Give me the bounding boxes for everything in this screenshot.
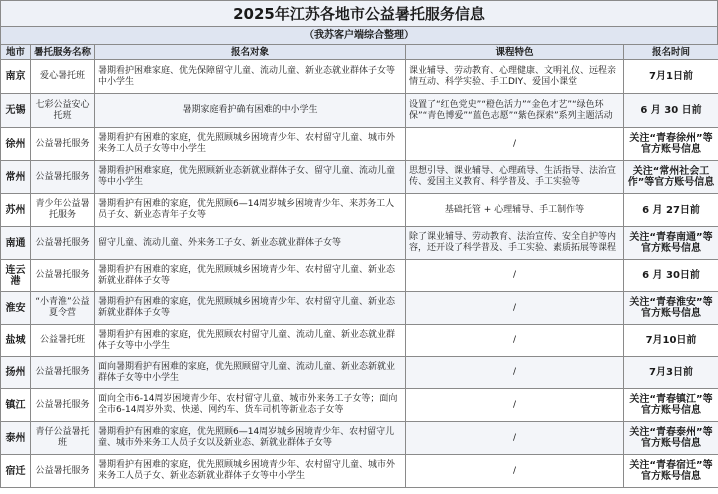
target-cell: 面向全市6-14周岁困境青少年、农村留守儿童、城市外来务工子女等；面向全市6-14周岁外卖、快递、网约车、货车司机等新业态子女等 xyxy=(95,389,406,422)
target-cell: 暑期看护有困难的家庭，优先照顾农村留守儿童、流动儿童、新业态就业群体子女等中小学生 xyxy=(95,325,406,357)
feature-cell: 设置了“红色党史”“橙色活力”“金色才艺”“绿色环保”“青色博爱”“蓝色志愿”“紫色探索”系列主题活动 xyxy=(406,94,624,128)
table-row xyxy=(1,357,718,389)
feature-cell: / xyxy=(406,455,624,488)
target-cell: 暑期家庭看护确有困难的中小学生 xyxy=(95,94,406,128)
service-name-cell: 公益暑托班 xyxy=(31,325,95,357)
table-row xyxy=(1,422,718,455)
time-cell: 关注“常州社会工作”等官方账号信息 xyxy=(624,161,718,194)
time-cell: 关注“青春徐州”等官方账号信息 xyxy=(624,128,718,161)
time-cell: 关注“青春宿迁”等官方账号信息 xyxy=(624,455,718,488)
table-row xyxy=(1,94,718,128)
header-target: 报名对象 xyxy=(95,45,406,60)
city-cell: 盐城 xyxy=(1,325,31,357)
service-name-cell: 公益暑托服务 xyxy=(31,128,95,161)
service-name-cell: 公益暑托服务 xyxy=(31,455,95,488)
service-name-cell: 公益暑托服务 xyxy=(31,161,95,194)
table-row xyxy=(1,194,718,227)
city-cell: 泰州 xyxy=(1,422,31,455)
page-subtitle: （我苏客户端综合整理） xyxy=(0,27,718,44)
city-cell: 淮安 xyxy=(1,292,31,325)
table-row xyxy=(1,128,718,161)
feature-cell: / xyxy=(406,357,624,389)
service-name-cell: 青少年公益暑托服务 xyxy=(31,194,95,227)
time-cell: 关注“青春淮安”等官方账号信息 xyxy=(624,292,718,325)
table-row xyxy=(1,455,718,488)
target-cell: 暑期看护有困难的家庭，优先照顾6—14周岁城乡困境青少年、来苏务工人员子女、新业态青年子女等 xyxy=(95,194,406,227)
city-cell: 常州 xyxy=(1,161,31,194)
table-row xyxy=(1,292,718,325)
service-name-cell: “小青淮”公益夏令营 xyxy=(31,292,95,325)
table-row xyxy=(1,325,718,357)
feature-cell: 思想引导、课业辅导、心理疏导、生活指导、法治宣传、爱国主义教育、科学普及、手工实验等 xyxy=(406,161,624,194)
service-name-cell: 公益暑托服务 xyxy=(31,260,95,292)
city-cell: 徐州 xyxy=(1,128,31,161)
service-name-cell: 公益暑托服务 xyxy=(31,227,95,260)
target-cell: 暑期看护有困难的家庭，优先照顾城乡困境青少年、农村留守儿童、城市外来务工人员子女等中小学生 xyxy=(95,128,406,161)
service-name-cell: 青仔公益暑托班 xyxy=(31,422,95,455)
header-service-name: 暑托服务名称 xyxy=(31,45,95,60)
target-cell: 留守儿童、流动儿童、外来务工子女、新业态就业群体子女等 xyxy=(95,227,406,260)
feature-cell: / xyxy=(406,128,624,161)
header-time: 报名时间 xyxy=(624,45,718,60)
time-cell: 关注“青春南通”等官方账号信息 xyxy=(624,227,718,260)
target-cell: 面向暑期看护有困难的家庭，优先照顾留守儿童、流动儿童、新业态新就业群体子女等中小学生 xyxy=(95,357,406,389)
city-cell: 镇江 xyxy=(1,389,31,422)
time-cell: 7月1日前 xyxy=(624,60,718,94)
service-name-cell: 七彩公益安心托班 xyxy=(31,94,95,128)
time-cell: 6 月 27日前 xyxy=(624,194,718,227)
target-cell: 暑期看护有困难的家庭，优先照顾城乡困境青少年、农村留守儿童、城市外来务工人员子女、新业态新就业群体子女等中小学生 xyxy=(95,455,406,488)
feature-cell: / xyxy=(406,325,624,357)
time-cell: 6 月 30日前 xyxy=(624,260,718,292)
target-cell: 暑期看护有困难的家庭，优先照顾城乡困境青少年、农村留守儿童、新业态新就业群体子女等 xyxy=(95,292,406,325)
time-cell: 关注“青春泰州”等官方账号信息 xyxy=(624,422,718,455)
city-cell: 南通 xyxy=(1,227,31,260)
feature-cell: / xyxy=(406,422,624,455)
time-cell: 关注“青春镇江”等官方账号信息 xyxy=(624,389,718,422)
table-row xyxy=(1,227,718,260)
feature-cell: / xyxy=(406,260,624,292)
header-city: 地市 xyxy=(1,45,31,60)
target-cell: 暑期看护有困难的家庭，优先照顾城乡困境青少年、农村留守儿童、新业态新就业群体子女等 xyxy=(95,260,406,292)
city-cell: 连云港 xyxy=(1,260,31,292)
city-cell: 宿迁 xyxy=(1,455,31,488)
feature-cell: 课业辅导、劳动教育、心理健康、文明礼仪、远程亲情互动、科学实验、手工DIY、爱国小课堂 xyxy=(406,60,624,94)
time-cell: 7月10日前 xyxy=(624,325,718,357)
feature-cell: 除了课业辅导、劳动教育、法治宣传、安全自护等内容，还开设了科学普及、手工实验、素质拓展等课程 xyxy=(406,227,624,260)
feature-cell: 基础托管 + 心理辅导、手工制作等 xyxy=(406,194,624,227)
city-cell: 扬州 xyxy=(1,357,31,389)
feature-cell: / xyxy=(406,389,624,422)
service-name-cell: 爱心暑托班 xyxy=(31,60,95,94)
table-row xyxy=(1,260,718,292)
page-title: 2025年江苏各地市公益暑托服务信息 xyxy=(0,0,718,27)
target-cell: 暑期看护困难家庭，优先照顾新业态新就业群体子女、留守儿童、流动儿童等中小学生 xyxy=(95,161,406,194)
feature-cell: / xyxy=(406,292,624,325)
service-name-cell: 公益暑托服务 xyxy=(31,389,95,422)
target-cell: 暑期看护困难家庭、优先保障留守儿童、流动儿童、新业态就业群体子女等中小学生 xyxy=(95,60,406,94)
city-cell: 苏州 xyxy=(1,194,31,227)
table-row xyxy=(1,161,718,194)
city-cell: 无锡 xyxy=(1,94,31,128)
time-cell: 7月3日前 xyxy=(624,357,718,389)
city-cell: 南京 xyxy=(1,60,31,94)
table-row xyxy=(1,60,718,94)
table-row xyxy=(1,389,718,422)
table-header-row xyxy=(1,45,718,60)
time-cell: 6 月 30 日前 xyxy=(624,94,718,128)
header-feature: 课程特色 xyxy=(406,45,624,60)
target-cell: 暑期看护有困难的家庭，优先照顾6—14周岁城乡困境青少年、农村留守儿童、城市外来务工人员子女以及新业态、新就业群体子女等 xyxy=(95,422,406,455)
info-table xyxy=(0,44,718,488)
service-name-cell: 公益暑托服务 xyxy=(31,357,95,389)
